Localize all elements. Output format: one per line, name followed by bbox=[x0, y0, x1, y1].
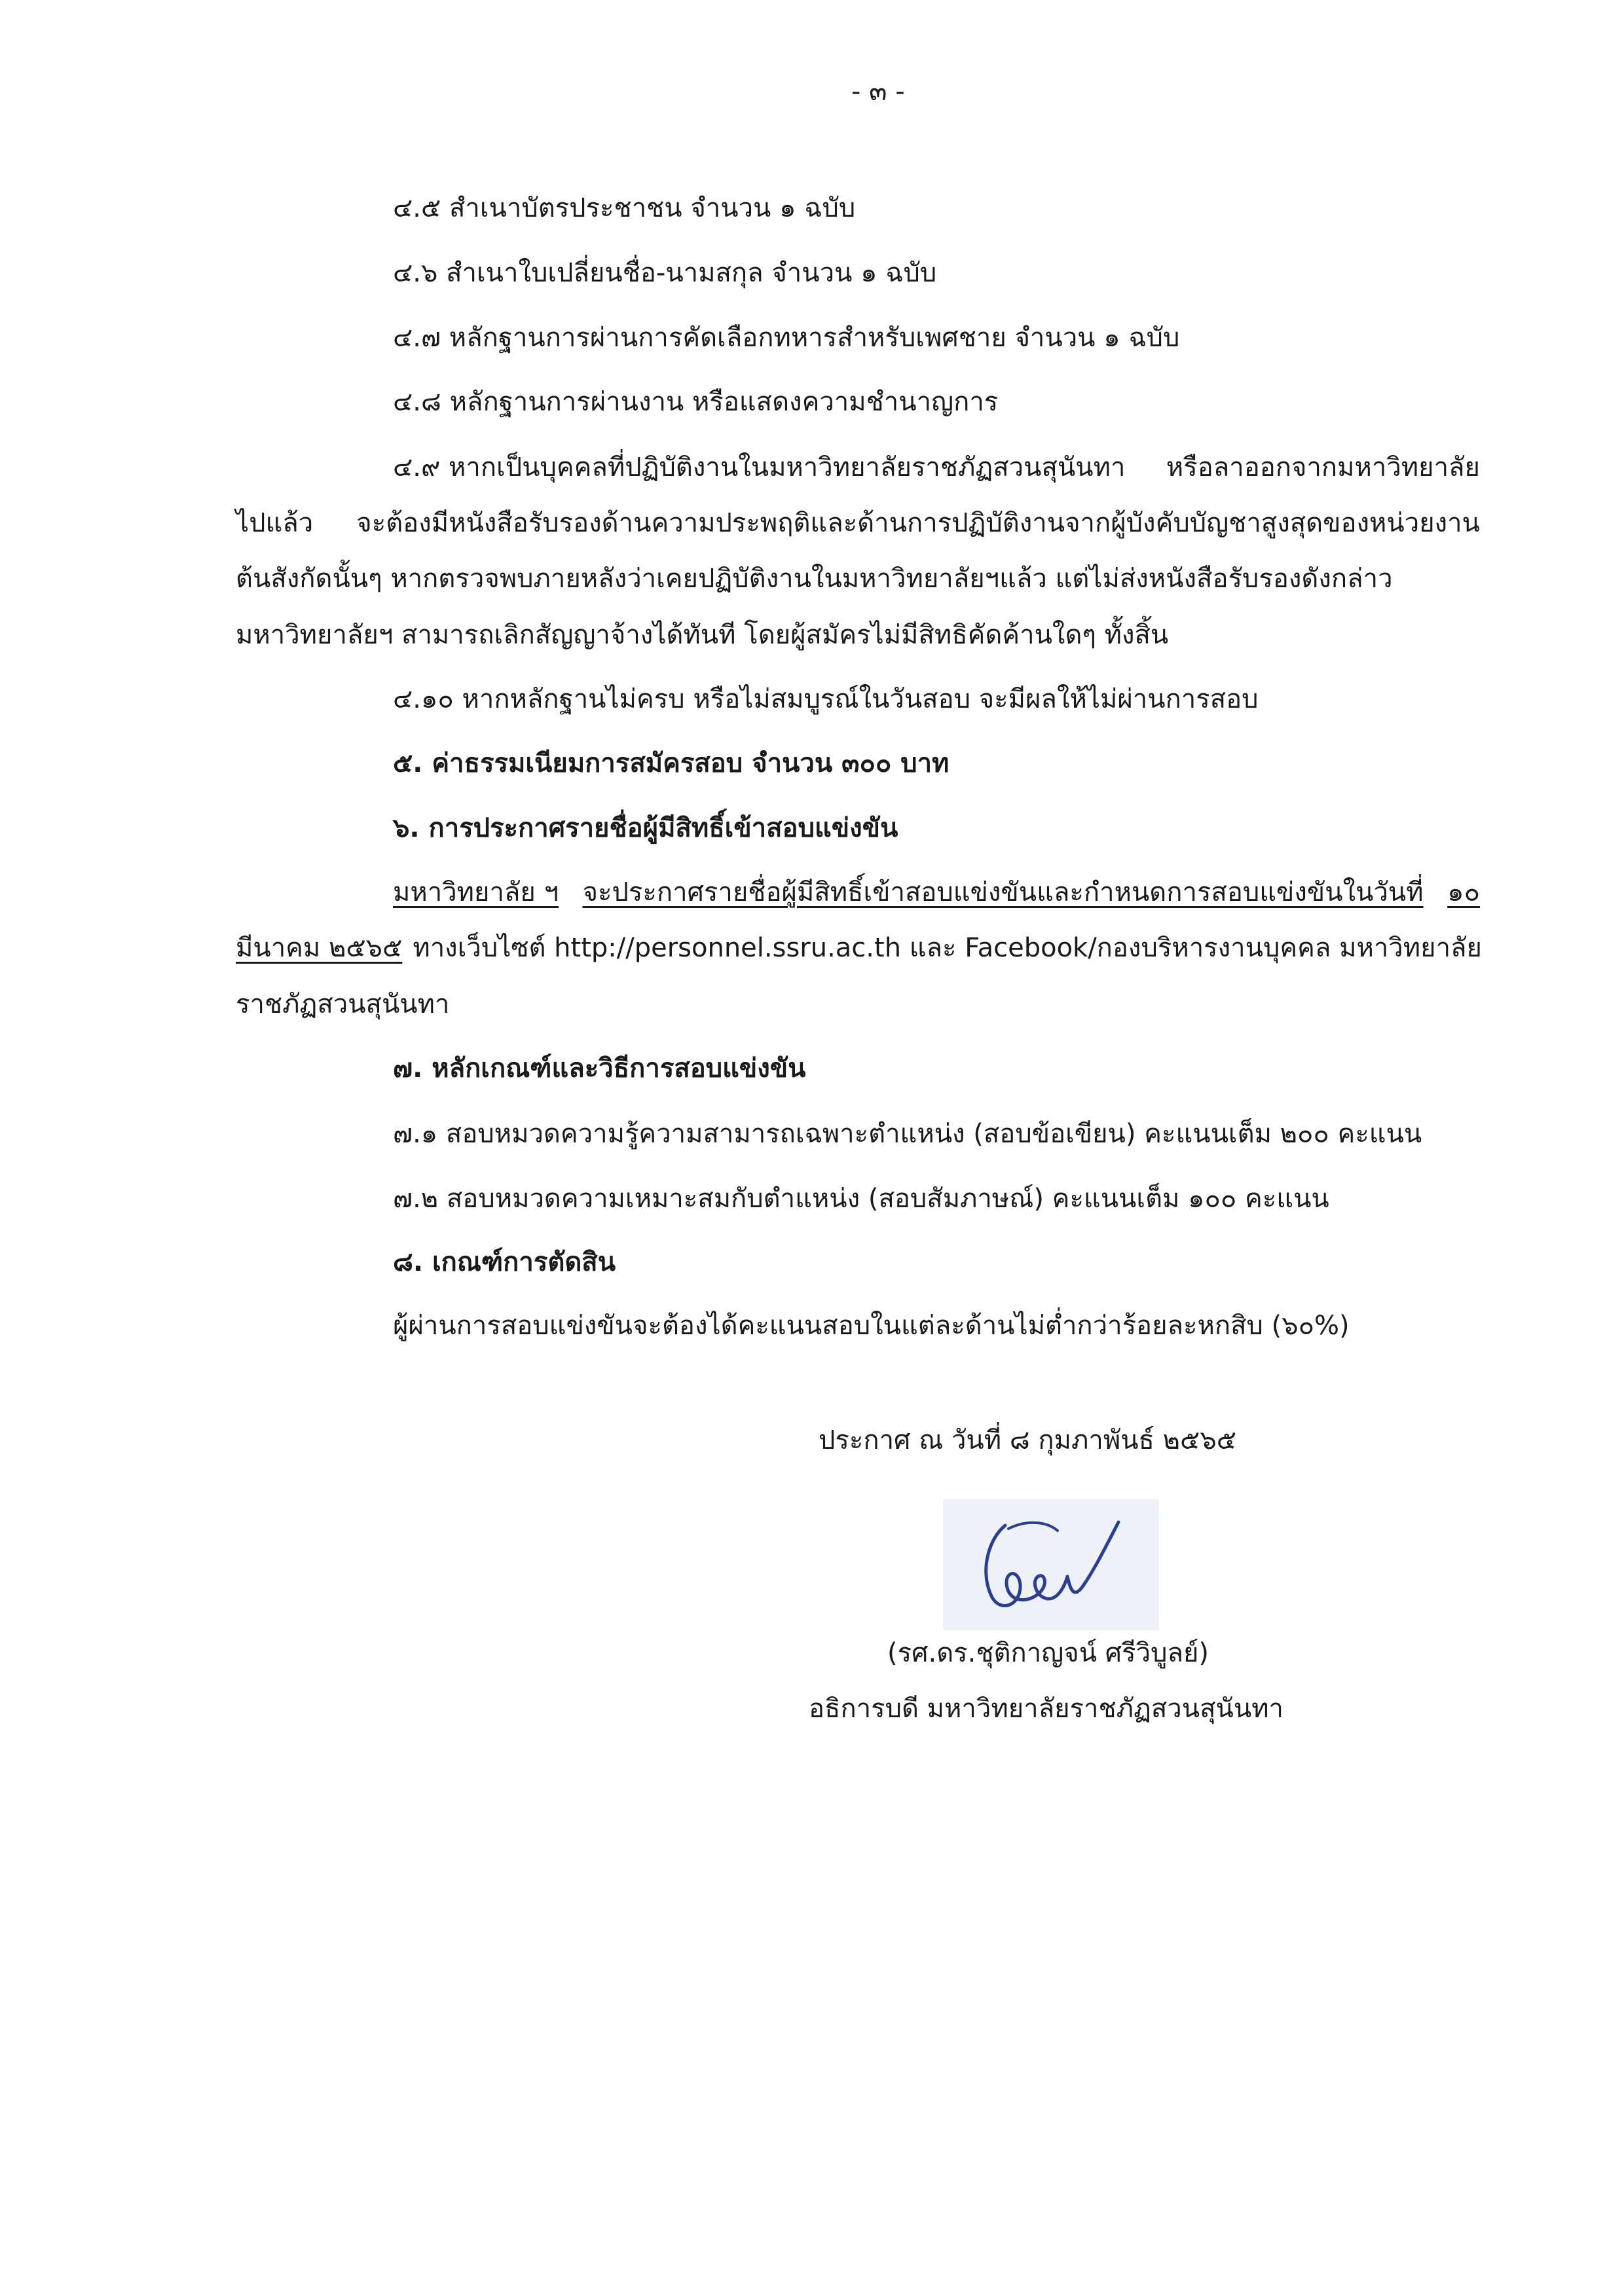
section-7-item-1: ๗.๑ สอบหมวดความรู้ความสามารถเฉพาะตำแหน่ง (สอบข้อเขียน) คะแนนเต็ม ๒๐๐ คะแนน bbox=[393, 1119, 1422, 1149]
list-item-4-10: ๔.๑๐ หากหลักฐานไม่ครบ หรือไม่สมบูรณ์ในวันสอบ จะมีผลให้ไม่ผ่านการสอบ bbox=[393, 684, 1259, 714]
section-6-line-2 bbox=[236, 935, 1480, 961]
section-6-line-3: ราชภัฏสวนสุนันทา bbox=[236, 989, 450, 1019]
announcement-date: ประกาศ ณ วันที่ ๘ กุมภาพันธ์ ๒๕๖๕ bbox=[819, 1425, 1236, 1455]
section-6-line-1-part-b: จะประกาศรายชื่อผู้มีสิทธิ์เข้าสอบแข่งขันและกำหนดการสอบแข่งขันในวันที่ bbox=[582, 877, 1424, 907]
item-4-9-line-2 bbox=[236, 510, 1480, 536]
list-item-4-5: ๔.๕ สำเนาบัตรประชาชน จำนวน ๑ ฉบับ bbox=[393, 193, 856, 223]
section-7-heading: ๗. หลักเกณฑ์และวิธีการสอบแข่งขัน bbox=[393, 1053, 806, 1084]
section-7-item-2: ๗.๒ สอบหมวดความเหมาะสมกับตำแหน่ง (สอบสัมภาษณ์) คะแนนเต็ม ๑๐๐ คะแนน bbox=[393, 1184, 1329, 1214]
section-6-line-1-part-a: มหาวิทยาลัย ฯ bbox=[393, 877, 559, 907]
section-6-line-1-part-c: ๑๐ bbox=[1447, 877, 1480, 907]
section-6-date: มีนาคม ๒๕๖๕ bbox=[236, 933, 403, 963]
item-4-9-line-1-part-a: ๔.๙ หากเป็นบุคคลที่ปฏิบัติงานในมหาวิทยาลัยราชภัฏสวนสุนันทา bbox=[393, 452, 1126, 483]
item-4-9-line-2-part-b: จะต้องมีหนังสือรับรองด้านความประพฤติและด้านการปฏิบัติงานจากผู้บังคับบัญชาสูงสุดของหน่วยงาน bbox=[356, 508, 1480, 538]
signature-image bbox=[943, 1499, 1159, 1630]
item-4-9-line-4: มหาวิทยาลัยฯ สามารถเลิกสัญญาจ้างได้ทันที โดยผู้สมัครไม่มีสิทธิคัดค้านใดๆ ทั้งสิ้น bbox=[236, 620, 1169, 650]
item-4-9-line-1-part-b: หรือลาออกจากมหาวิทยาลัย bbox=[1166, 452, 1480, 483]
page-number: - ๓ - bbox=[851, 77, 905, 107]
section-6-line-1 bbox=[393, 879, 1480, 905]
item-4-9-line-3: ต้นสังกัดนั้นๆ หากตรวจพบภายหลังว่าเคยปฏิบัติงานในมหาวิทยาลัยฯแล้ว แต่ไม่ส่งหนังสือรับรองดังกล่าว bbox=[236, 564, 1393, 594]
list-item-4-6: ๔.๖ สำเนาใบเปลี่ยนชื่อ-นามสกุล จำนวน ๑ ฉบับ bbox=[393, 258, 937, 288]
list-item-4-7: ๔.๗ หลักฐานการผ่านการคัดเลือกทหารสำหรับเพศชาย จำนวน ๑ ฉบับ bbox=[393, 323, 1180, 353]
section-6-line-2-rest: ทางเว็บไซต์ http://personnel.ssru.ac.th และ Facebook/กองบริหารงานบุคคล มหาวิทยาลัย bbox=[413, 933, 1482, 963]
section-5-heading: ๕. ค่าธรรมเนียมการสมัครสอบ จำนวน ๓๐๐ บาท bbox=[393, 748, 950, 778]
signer-title: อธิการบดี มหาวิทยาลัยราชภัฏสวนสุนันทา bbox=[809, 1694, 1284, 1724]
section-8-text: ผู้ผ่านการสอบแข่งขันจะต้องได้คะแนนสอบในแต่ละด้านไม่ต่ำกว่าร้อยละหกสิบ (๖๐%) bbox=[393, 1311, 1350, 1341]
section-8-heading: ๘. เกณฑ์การตัดสิน bbox=[393, 1247, 616, 1277]
list-item-4-8: ๔.๘ หลักฐานการผ่านงาน หรือแสดงความชำนาญการ bbox=[393, 387, 999, 417]
item-4-9-line-2-part-a: ไปแล้ว bbox=[236, 508, 314, 538]
section-6-heading: ๖. การประกาศรายชื่อผู้มีสิทธิ์เข้าสอบแข่งขัน bbox=[393, 813, 898, 843]
item-4-9-line-1 bbox=[393, 454, 1480, 481]
signer-name: (รศ.ดร.ชุติกาญจน์ ศรีวิบูลย์) bbox=[887, 1638, 1209, 1668]
